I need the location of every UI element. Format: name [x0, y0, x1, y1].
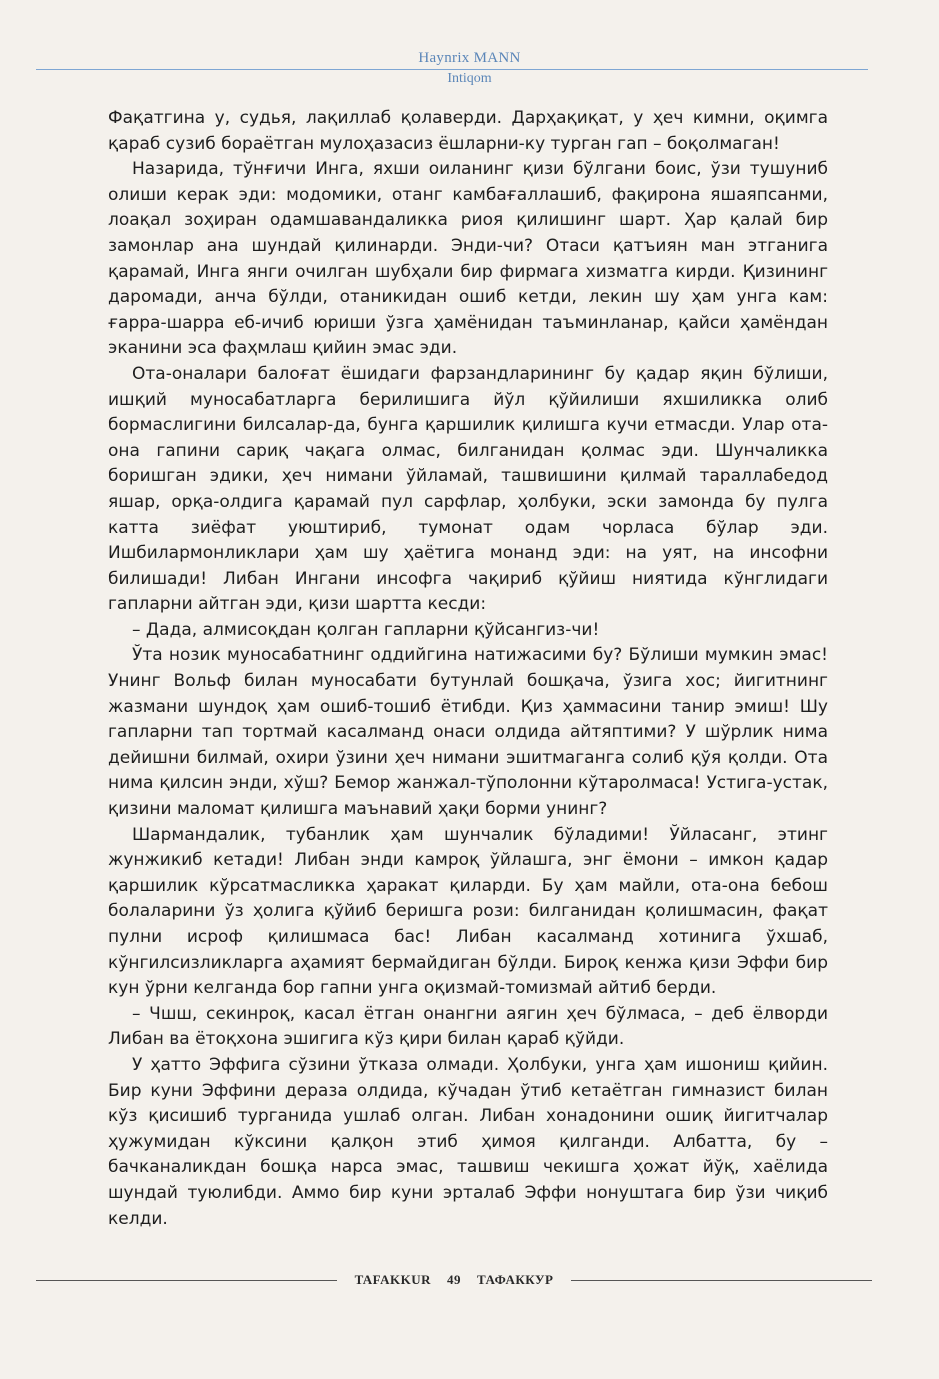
footer-journal-cyrillic: ТАФАККУР: [477, 1272, 554, 1287]
dialogue-line: – Дада, алмисоқдан қолган гапларни қўйсангиз-чи!: [132, 619, 600, 640]
running-header: [0, 48, 939, 88]
footer-rule-right: [571, 1280, 872, 1281]
paragraph: Ота-оналари балоғат ёшидаги фарзандларининг бу қадар яқин бўлиши, ишқий муносабатларга берилишига йўл қўйилиши яхшиликка олиб бормаслигини билсалар-да, бунга қаршилик қилишга кучи етмасди. Улар ота-она гапини сариқ чақага олмас, билганидан қолмас эди. Шунчаликка боришган эдики, ҳеч нимани ўйламай, ташвишини қилмай тараллабедод яшар, орқа-олдига қарамай пул сарфлар, ҳолбуки, эски замонда бу пулга катта зиёфат уюштириб, тумонат одам чорласа бўлар эди. Ишбилармонликлари ҳам шу ҳаётига монанд эди: на уят, на инсофни билишади! Либан Ингани инсофга чақириб қўйиш ниятида кўнглидаги гапларни айтган эди, қизи шартта кесди:: [108, 363, 828, 615]
running-footer: [36, 1270, 872, 1290]
footer-rule-left: [36, 1280, 337, 1281]
footer-journal-latin: TAFAKKUR: [354, 1272, 432, 1287]
paragraph: Шармандалик, тубанлик ҳам шунчалик бўладими! Ўйласанг, этинг жунжикиб кетади! Либан энди камроқ ўйлашга, энг ёмони – имкон қадар қаршилик кўрсатмасликка ҳаракат қиларди. Бу ҳам майли, ота-она бебош болаларини ўз ҳолига қўйиб беришга рози: билганидан қолишмасин, фақат пулни исроф қилишмаса бас! Либан касалманд хотинига ўхшаб, кўнгилсизликларга аҳамият бермайдиган бўлди. Бироқ кенжа қизи Эффи бир кун ўрни келганда бор гапни унга оқизмай-томизмай айтиб берди.: [108, 824, 828, 999]
header-title: Intiqom: [447, 71, 492, 86]
header-rule: [36, 69, 868, 70]
page-number: 49: [447, 1272, 462, 1287]
paragraph: Назарида, тўнғичи Инга, яхши оиланинг қизи бўлгани боис, ўзи тушуниб олиши керак эди: модомики, отанг камбағаллашиб, фақирона яшаяпсанми, лоақал зоҳиран одамшавандаликка риоя қилишинг шарт. Ҳар қалай бир замонлар ана шундай қилинарди. Энди-чи? Отаси қатъиян ман этганига қарамай, Инга янги очилган шубҳали бир фирмага хизматга кирди. Қизининг даромади, анча бўлди, отаникидан ошиб кетди, лекин шу ҳам унга кам: ғарра-шарра еб-ичиб юриши ўзга ҳамёнидан таъминланар, қайси ҳамёндан эканини эса фаҳмлаш қийин эмас эди.: [108, 159, 828, 359]
paragraph: У ҳатто Эффига сўзини ўтказа олмади. Ҳолбуки, унга ҳам ишониш қийин. Бир куни Эффини дераза олдида, кўчадан ўтиб кетаётган гимназист билан кўз қисишиб турганида ушлаб олган. Либан хонадонини ошиқ йигитчалар ҳужумидан кўксини қалқон этиб ҳимоя қилганди. Албатта, бу – бачканаликдан бошқа нарса эмас, ташвиш чекишга ҳожат йўқ, хаёлида шундай туюлибди. Аммо бир куни эрталаб Эффи нонуштага бир ўзи чиқиб келди.: [108, 1054, 828, 1229]
header-author: Haynrix MANN: [418, 50, 521, 66]
paragraph: Ўта нозик муносабатнинг оддийгина натижасими бу? Бўлиши мумкин эмас! Унинг Вольф билан муносабати бутунлай бошқача, ўзига хос; йигитнинг жазмани шундоқ ҳам ошиб-тошиб ётибди. Қиз ҳаммасини танир эмиш! Шу гапларни тап тортмай касалманд онаси олдида айтяптими? У шўрлик нима дейишни билмай, охири ўзини ҳеч нимани эшитмаганга солиб қўя қолди. Ота нима қилсин энди, хўш? Бемор жанжал-тўполонни кўтаролмаса! Устига-устак, қизини маломат қилишга маънавий ҳақи борми унинг?: [108, 645, 828, 820]
paragraph: Фақатгина у, судья, лақиллаб қолаверди. Дарҳақиқат, у ҳеч кимни, оқимга қараб сузиб бораётган мулоҳазасиз ёшларни-ку турган гап – боқолмаган!: [108, 108, 828, 154]
footer-text: [337, 1272, 572, 1288]
article-body: [108, 106, 828, 1232]
dialogue-line: – Чшш, секинроқ, касал ётган онангни аягин ҳеч бўлмаса, – деб ёлворди Либан ва ётоқхона эшигига кўз қири билан қараб қўйди.: [108, 1003, 828, 1050]
